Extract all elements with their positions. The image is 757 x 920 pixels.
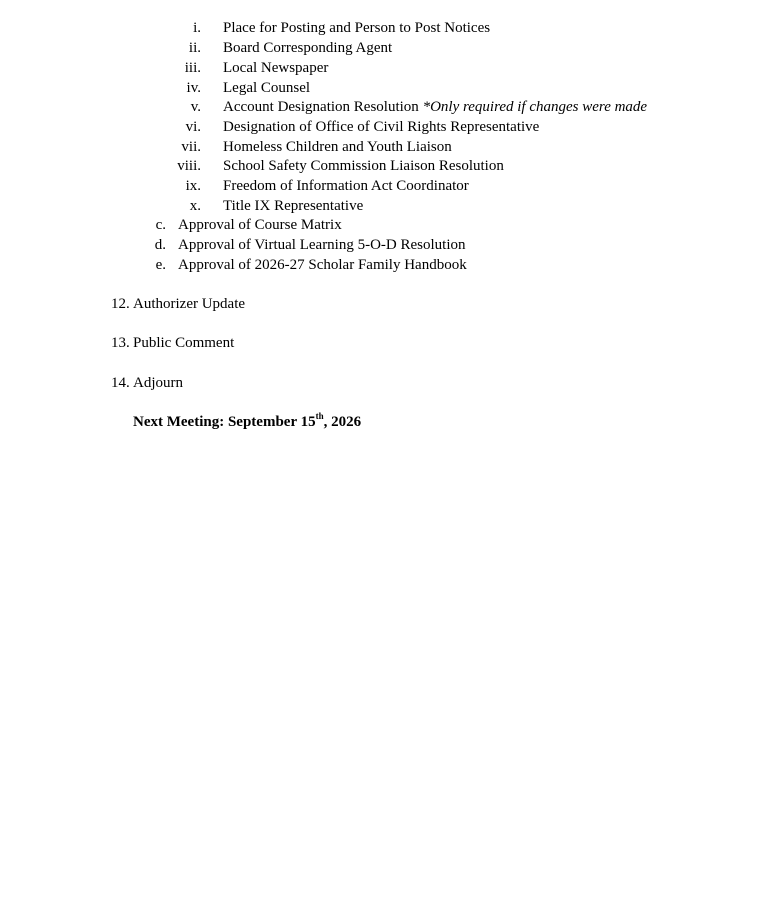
list-item-text: Approval of Course Matrix [178,217,342,233]
agenda-number: 14. [111,375,130,391]
list-item-text: Freedom of Information Act Coordinator [223,178,469,194]
list-marker: viii. [177,158,201,174]
list-marker: ix. [185,178,201,194]
list-marker: i. [193,20,201,36]
list-marker: e. [155,257,166,273]
list-marker: v. [190,99,201,115]
agenda-number: 12. [111,296,130,312]
agenda-text: Public Comment [133,335,235,351]
list-item-text: Board Corresponding Agent [223,40,393,56]
list-item-text: Legal Counsel [223,80,311,96]
list-item-text: Homeless Children and Youth Liaison [223,139,452,155]
list-item-text: Approval of Virtual Learning 5-O-D Resolution [178,237,466,253]
list-item-text: Account Designation Resolution [223,99,419,115]
next-meeting-ordinal: th [315,411,324,421]
list-marker: d. [154,237,166,253]
list-item-text: Title IX Representative [223,198,364,214]
list-marker: vii. [181,139,201,155]
agenda-text: Adjourn [133,375,183,391]
list-item-text: Place for Posting and Person to Post Notices [223,20,491,36]
list-item-text-wrap [223,98,647,118]
list-marker: iv. [186,80,201,96]
list-marker: vi. [185,119,201,135]
list-item-text: School Safety Commission Liaison Resolution [223,158,504,174]
list-marker: c. [155,217,166,233]
list-marker: x. [189,198,201,214]
agenda-number: 13. [111,335,130,351]
next-meeting-suffix: , 2026 [323,414,362,430]
list-marker: ii. [188,40,201,56]
list-item-text: Approval of 2026-27 Scholar Family Handbook [178,257,467,273]
next-meeting [133,413,361,433]
list-marker: iii. [184,60,201,76]
agenda-text: Authorizer Update [133,296,246,312]
list-item-text: Designation of Office of Civil Rights Representative [223,119,540,135]
next-meeting-prefix: Next Meeting: September 15 [133,414,316,430]
note-text: *Only required if changes were made [422,99,648,115]
list-item-text: Local Newspaper [223,60,329,76]
